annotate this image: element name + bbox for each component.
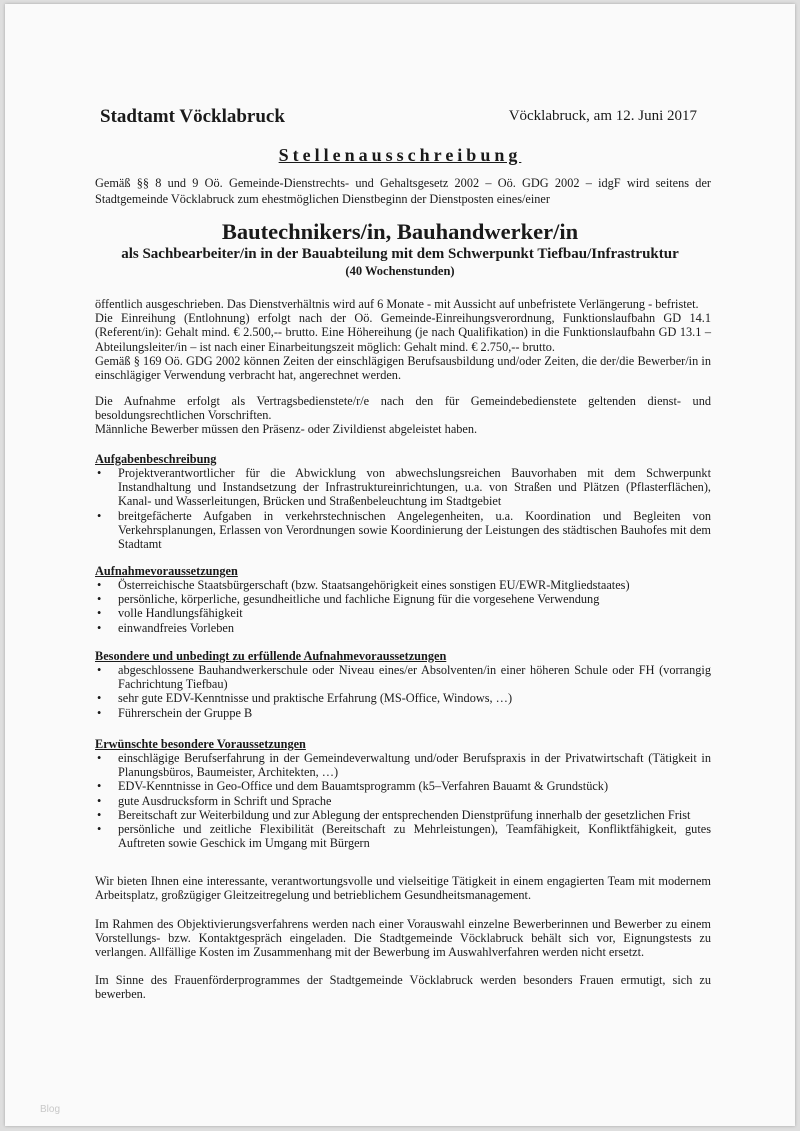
bullet-list (95, 578, 711, 635)
paragraph-line: Die Aufnahme erfolgt als Vertragsbedienstete/r/e nach den für Gemeindebedienstete geltenden dienst- und besoldungsrechtlichen Vorschriften. (95, 394, 711, 423)
list-item: • persönliche und zeitliche Flexibilität (Bereitschaft zu Mehrleistungen), Teamfähigkeit, Konfliktfähigkeit, gutes Auftreten sowie Geschick im Umgang mit Bürgern (95, 822, 711, 850)
section-heading: Besondere und unbedingt zu erfüllende Aufnahmevoraussetzungen (95, 649, 447, 663)
section-requirements (95, 564, 711, 635)
position-subline: als Sachbearbeiter/in in der Bauabteilung mit dem Schwerpunkt Tiefbau/Infrastruktur (121, 246, 679, 262)
section-desired-requirements (95, 737, 711, 850)
position-headline: Bautechnikers/in, Bauhandwerker/in (221, 219, 579, 244)
bullet-list (95, 663, 711, 720)
list-item: • gute Ausdrucksform in Schrift und Sprache (95, 794, 711, 808)
list-item: • einwandfreies Vorleben (95, 621, 711, 635)
equality-paragraph: Im Sinne des Frauenförderprogrammes der Stadtgemeinde Vöcklabruck werden besonders Frauen ermutigt, sich zu bewerben. (95, 973, 711, 1002)
watermark: Blog (40, 1104, 61, 1115)
list-item: • sehr gute EDV-Kenntnisse und praktische Erfahrung (MS-Office, Windows, …) (95, 691, 711, 705)
intro-paragraph: Gemäß §§ 8 und 9 Oö. Gemeinde-Dienstrechts- und Gehaltsgesetz 2002 – Oö. GDG 2002 – idgF wird seitens der Stadtgemeinde Vöcklabruck zum ehestmöglichen Dienstbeginn der Dienstposten eines/einer (95, 176, 711, 206)
position-hours: (40 Wochenstunden) (345, 264, 455, 278)
section-mandatory-requirements (95, 649, 711, 720)
document-page (5, 4, 795, 1126)
list-item: • Führerschein der Gruppe B (95, 706, 711, 720)
list-item: • Österreichische Staatsbürgerschaft (bzw. Staatsangehörigkeit eines sonstigen EU/EWR-Mitgliedstaates) (95, 578, 711, 592)
list-item: • persönliche, körperliche, gesundheitliche und fachliche Eignung für die vorgesehene Verwendung (95, 592, 711, 606)
list-item: • volle Handlungsfähigkeit (95, 606, 711, 620)
offer-paragraph: Wir bieten Ihnen eine interessante, verantwortungsvolle und vielseitige Tätigkeit in einem engagierten Team mit modernem Arbeitsplatz, großzügiger Gleitzeitregelung und betrieblichem Gesundheitsmanagement. (95, 874, 711, 903)
document-title: Stellenausschreibung (278, 145, 522, 165)
list-item: • EDV-Kenntnisse in Geo-Office und dem Bauamtsprogramm (k5–Verfahren Bauamt & Grundstück) (95, 779, 711, 793)
list-item: • einschlägige Berufserfahrung in der Gemeindeverwaltung und/oder Berufspraxis in der Privatwirtschaft (Tätigkeit in Planungsbüros, Baumeister, Architekten, …) (95, 751, 711, 779)
list-item: • abgeschlossene Bauhandwerkerschule oder Niveau eines/er Absolventen/in einer höheren Schule oder FH (vorrangig Fachrichtung Tiefbau) (95, 663, 711, 691)
paragraph-line: öffentlich ausgeschrieben. Das Dienstverhältnis wird auf 6 Monate - mit Aussicht auf unbefristete Verlängerung - befristet. (95, 297, 699, 311)
section-duties (95, 452, 711, 551)
employment-terms (95, 297, 711, 382)
section-heading: Aufgabenbeschreibung (95, 452, 217, 466)
appointment-terms (95, 394, 711, 437)
paragraph-line: Gemäß § 169 Oö. GDG 2002 können Zeiten der einschlägigen Berufsausbildung und/oder Zeiten, die der/die Bewerber/in in einschlägiger Verwendung verbracht hat, angerechnet werden. (95, 353, 711, 383)
section-heading: Erwünschte besondere Voraussetzungen (95, 737, 306, 751)
list-item: • Projektverantwortlicher für die Abwicklung von abwechslungsreichen Bauvorhaben mit dem Schwerpunkt Instandhaltung und Instandsetzung der Infrastruktureinrichtungen, u.a. von Straßen und Plätzen (Pflasterflächen), Kanal- und Wasserleitungen, Brücken und Straßenbeleuchtung im Stadtgebiet (95, 466, 711, 509)
organization-name: Stadtamt Vöcklabruck (100, 106, 285, 127)
section-heading: Aufnahmevoraussetzungen (95, 564, 238, 578)
selection-paragraph: Im Rahmen des Objektivierungsverfahrens werden nach einer Vorauswahl einzelne Bewerberinnen und Bewerber zu einem Vorstellungs- bzw. Kontaktgespräch eingeladen. Die Stadtgemeinde Vöcklabruck behält sich vor, Eignungstests zu verlangen. Allfällige Kosten im Zusammenhang mit der Bewerbung im Auswahlverfahren werden nicht ersetzt. (95, 917, 711, 960)
paragraph-line: Die Einreihung (Entlohnung) erfolgt nach der Oö. Gemeinde-Einreihungsverordnung, Funktionslaufbahn GD 14.1 (Referent/in): Gehalt mind. € 2.500,-- brutto. Eine Höhereihung (je nach Qualifikation) in die Funktionslaufbahn GD 13.1 – Abteilungsleiter/in – ist nach einer Einarbeitungszeit möglich: Gehalt mind. € 2.750,-- brutto. (95, 311, 711, 354)
list-item: • breitgefächerte Aufgaben in verkehrstechnischen Angelegenheiten, u.a. Koordination und Begleiten von Verkehrsplanungen, Erlassen von Verordnungen sowie Koordinierung der Leistungen des städtischen Bauhofes mit dem Stadtamt (95, 509, 711, 552)
list-item: • Bereitschaft zur Weiterbildung und zur Ablegung der entsprechenden Dienstprüfung innerhalb der gesetzlichen Frist (95, 808, 711, 822)
document-date: Vöcklabruck, am 12. Juni 2017 (508, 108, 697, 124)
paragraph-line: Männliche Bewerber müssen den Präsenz- oder Zivildienst abgeleistet haben. (95, 422, 478, 437)
bullet-list (95, 466, 711, 551)
bullet-list (95, 751, 711, 850)
